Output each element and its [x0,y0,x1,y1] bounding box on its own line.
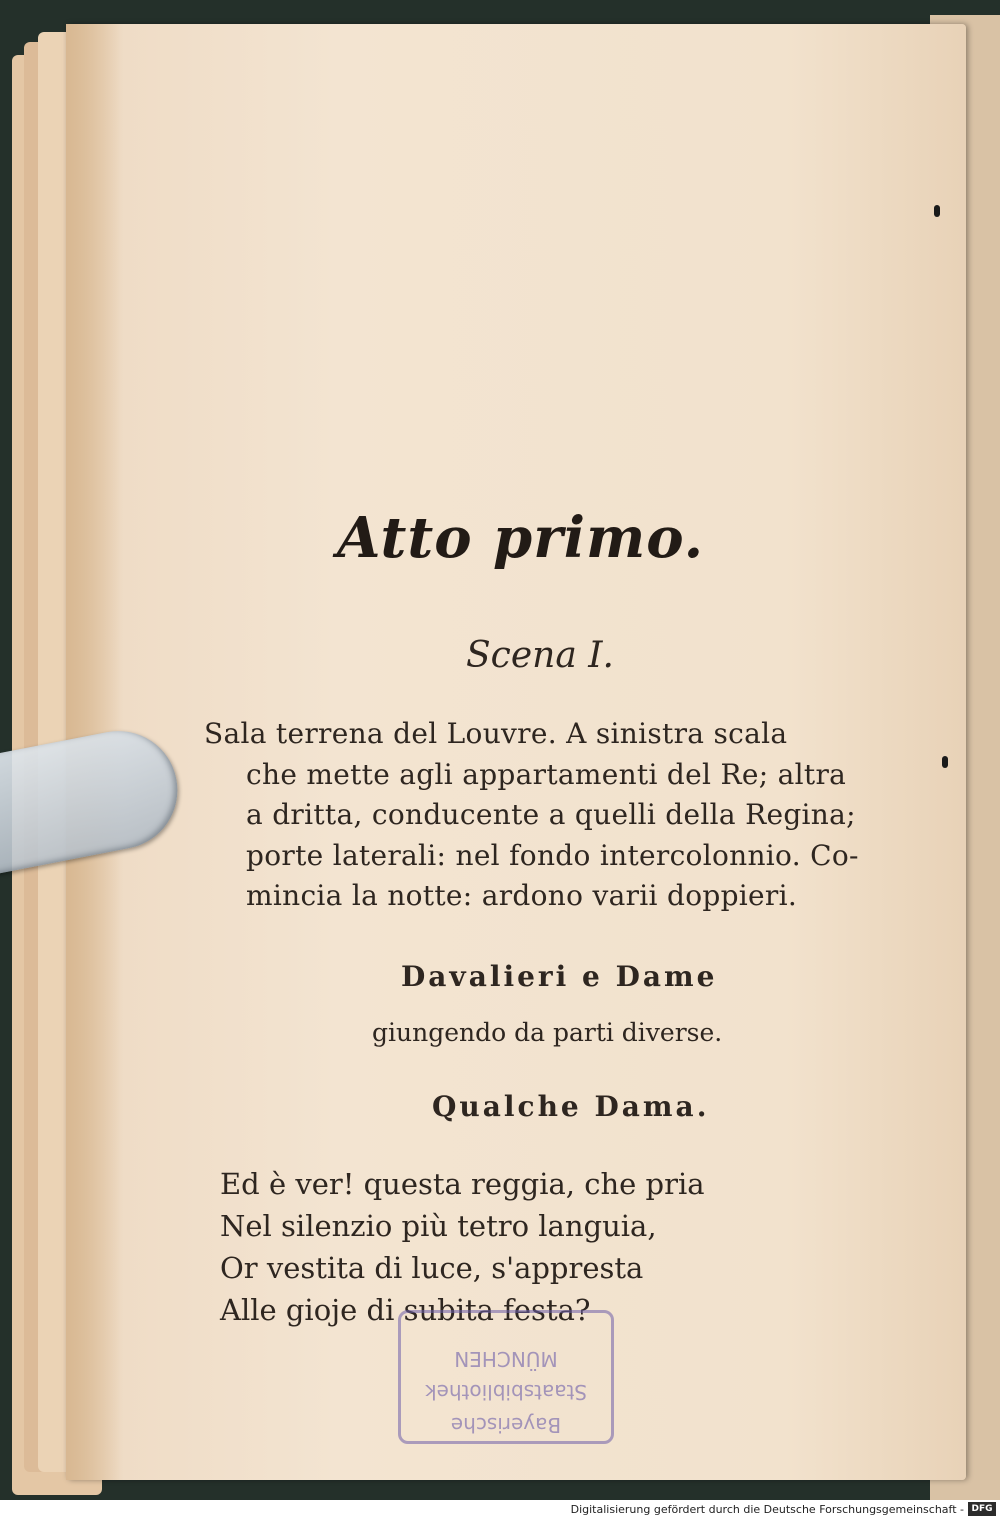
scene-title: Scena I. [466,635,614,676]
verse-line: Nel silenzio più tetro languia, [220,1209,657,1243]
speaker-heading: Qualche Dama. [432,1090,710,1123]
footer-credit: Digitalisierung gefördert durch die Deutsche Forschungsgemeinschaft - [570,1503,964,1516]
verse-line: Or vestita di luce, s'appresta [220,1251,644,1285]
stage-direction-line: che mette agli appartamenti del Re; altra [246,757,847,791]
binding-hole [942,756,948,768]
stage-direction-line: porte laterali: nel fondo intercolonnio. Co- [246,838,859,872]
chorus-heading: Davalieri e Dame [401,960,718,993]
binding-hole [934,205,940,217]
stage-direction-line: Sala terrena del Louvre. A sinistra scala [204,717,788,750]
act-title: Atto primo. [337,505,705,571]
stamp-line: Bayerische [450,1413,562,1437]
verse-block [220,1163,705,1331]
stage-direction-line: mincia la notte: ardono varii doppieri. [246,879,798,912]
verse-line: Ed è ver! questa reggia, che pria [220,1167,705,1201]
stage-direction-line: a dritta, conducente a quelli della Regina; [246,798,856,831]
chorus-direction: giungendo da parti diverse. [372,1018,723,1047]
stage-direction [204,714,859,917]
stamp-line: Staatsbibliothek [425,1380,588,1404]
library-stamp [398,1310,614,1444]
stamp-line: MÜNCHEN [454,1347,558,1371]
dfg-logo: DFG [968,1502,996,1516]
verse-line: Alle gioje di subita festa? [220,1293,591,1327]
digitization-footer [0,1500,1000,1519]
